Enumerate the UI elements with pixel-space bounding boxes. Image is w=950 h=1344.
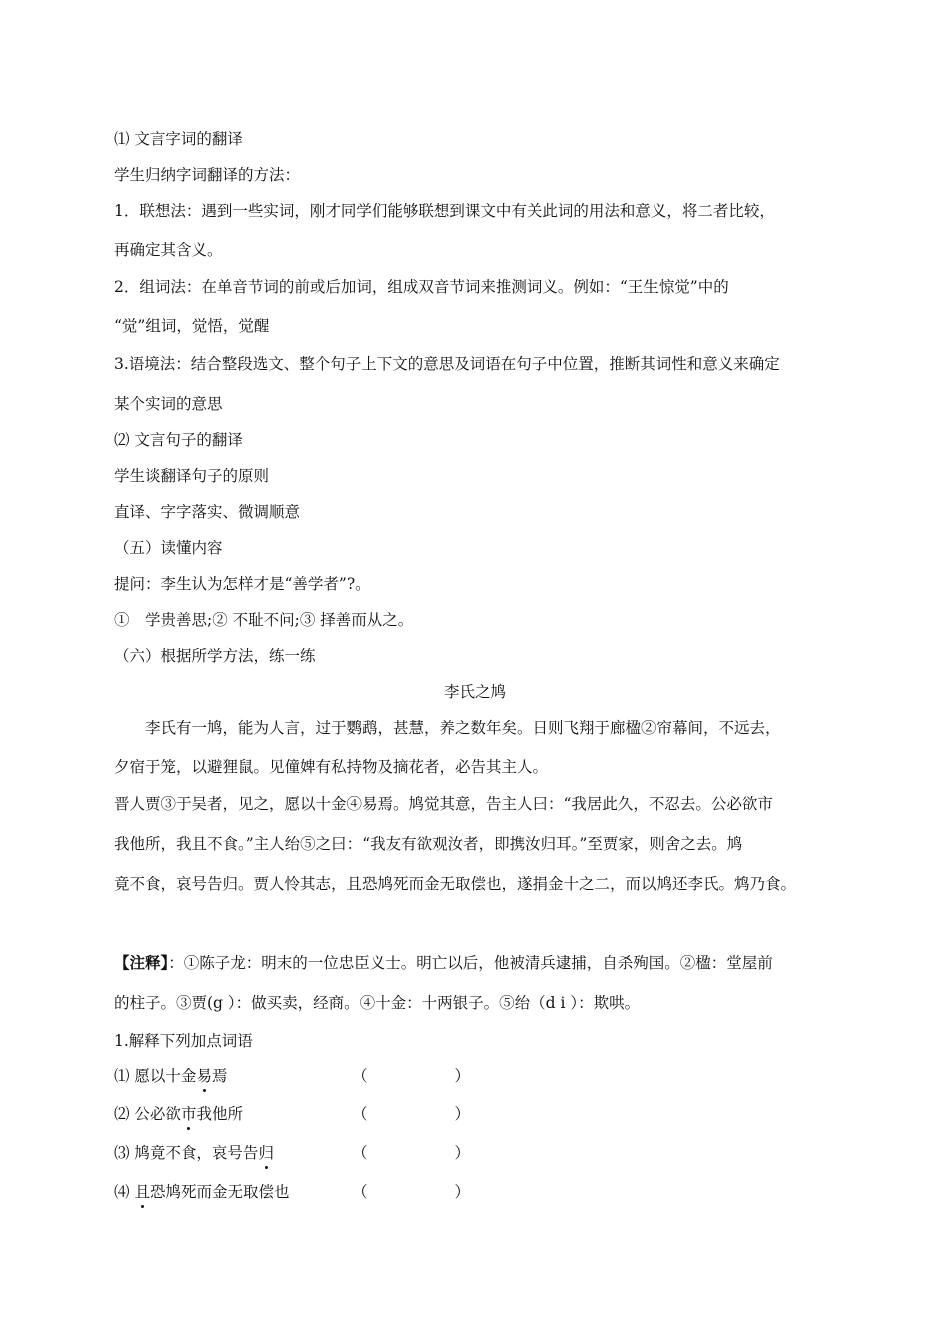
passage-line: 竟不食，哀号告归。贾人怜其志，且恐鸠死而金无取偿也，遂捐金十之二，而以鸠还李氏。鸩乃食。 — [114, 875, 797, 893]
method-association: 1．联想法：遇到一些实词，刚才同学们能够联想到课文中有关此词的用法和意义，将二者比较， — [114, 202, 775, 220]
text-line: 直译、字字落实、微调顺意 — [114, 503, 301, 521]
emphasized-word: 归 — [258, 1144, 274, 1162]
passage-line: 晋人贾③于吴者，见之，愿以十金④易焉。鸠觉其意，告主人曰：“我居此久，不忍去。公必欲市 — [114, 795, 773, 813]
section-heading-six: （六）根据所学方法，练一练 — [114, 647, 316, 665]
exercise-heading: 1.解释下列加点词语 — [114, 1032, 253, 1050]
exercise-item: ⑶ 鸠竟不食，哀号告归 — [114, 1144, 274, 1162]
notes-line: 的柱子。③贾(g ）：做买卖，经商。④十金：十两银子。⑤绐（d i ）：欺哄。 — [114, 994, 641, 1012]
text-line: 某个实词的意思 — [114, 395, 223, 413]
method-compound: 2．组词法：在单音节词的前或后加词，组成双音节词来推测词义。例如：“王生惊觉”中的 — [114, 278, 729, 296]
notes-line — [114, 953, 773, 973]
emphasized-word: 且 — [134, 1183, 150, 1201]
exercise-item: ⑷ 且恐鸠死而金无取偿也 — [114, 1183, 290, 1201]
document-page: ⑴ 文言字词的翻译 学生归纳字词翻译的方法： 1．联想法：遇到一些实词，刚才同学们能够联想到课文中有关此词的用法和意义，将二者比较， 再确定其含义。 2．组词法：在单音节词的前或后加词，组成双音节词来推测词义。例如：“王生惊觉”中的 “觉”组词，觉悟，觉醒 3.语境法：结合整段选文、整个句子上下文的意思及词语在句子中位置，推断其词性和意义来确定 某个实词的意思 ⑵ 文言句子的翻译 学生谈翻译句子的原则 直译、字字落实、微调顺意 （五）读懂内容 提问：李生认为怎样才是“善学者”?。 ① 学贵善思;② 不耻不问;③ 择善而从之。 （六）根据所学方法，练一练 李氏之鸠 李氏有一鸠，能为人言，过于鹦鹉，甚慧，养之数年矣。日则飞翔于廊楹②帘幕间，不远去， 夕宿于笼，以避狸鼠。见僮婢有私持物及摘花者，必告其主人。 晋人贾③于吴者，见之，愿以十金④易焉。鸠觉其意，告主人曰：“我居此久，不忍去。公必欲市 我他所，我且不食。”主人绐⑤之曰：“我友有欲观汝者，即携汝归耳。”至贾家，则舍之去。鸠 竟不食，哀号告归。贾人怜其志，且恐鸠死而金无取偿也，遂捐金十之二，而以鸠还李氏。鸩乃食。 【注释】：①陈子龙：明末的一位忠臣义士。明亡以后，他被清兵逮捕，自杀殉国。②楹：堂屋前 的柱子。③贾(g ）：做买卖，经商。④十金：十两银子。⑤绐（d i ）：欺哄。 1.解释下列加点词语 ⑴ 愿以十金易焉 （ ） ⑵ 公必欲市我他所 （ ） ⑶ 鸠竟不食，哀号告归 （ ） ⑷ 且恐鸠死而金无取偿也 （ ） — [0, 0, 950, 1344]
emphasized-word: 市 — [180, 1105, 197, 1123]
exercise-item: ⑴ 愿以十金易焉 — [114, 1067, 228, 1085]
section-heading-five: （五）读懂内容 — [114, 539, 223, 557]
notes-label: 【注释】 — [114, 953, 169, 972]
notes-text: ：①陈子龙：明末的一位忠臣义士。明亡以后，他被清兵逮捕，自杀殉国。②楹：堂屋前 — [168, 954, 773, 972]
text-line: 再确定其含义。 — [114, 241, 223, 259]
answer-line: ① 学贵善思;② 不耻不问;③ 择善而从之。 — [114, 611, 414, 629]
subheading-sentence-translation: ⑵ 文言句子的翻译 — [114, 431, 243, 449]
emphasized-word: 易 — [196, 1067, 212, 1085]
passage-line: 我他所，我且不食。”主人绐⑤之曰：“我友有欲观汝者，即携汝归耳。”至贾家，则舍之去。鸠 — [114, 835, 743, 853]
text-line: “觉”组词，觉悟，觉醒 — [114, 317, 270, 335]
passage-title: 李氏之鸠 — [443, 683, 506, 701]
method-context: 3.语境法：结合整段选文、整个句子上下文的意思及词语在句子中位置，推断其词性和意义来确定 — [114, 355, 780, 373]
text-line: 学生谈翻译句子的原则 — [114, 467, 270, 485]
exercise-item: ⑵ 公必欲市我他所 — [114, 1105, 243, 1123]
text-line: 学生归纳字词翻译的方法： — [114, 166, 301, 184]
subheading-word-translation: ⑴ 文言字词的翻译 — [114, 130, 243, 148]
passage-line: 夕宿于笼，以避狸鼠。见僮婢有私持物及摘花者，必告其主人。 — [114, 758, 549, 776]
question-line: 提问：李生认为怎样才是“善学者”?。 — [114, 575, 371, 593]
passage-line: 李氏有一鸠，能为人言，过于鹦鹉，甚慧，养之数年矣。日则飞翔于廊楹②帘幕间，不远去， — [114, 719, 781, 737]
